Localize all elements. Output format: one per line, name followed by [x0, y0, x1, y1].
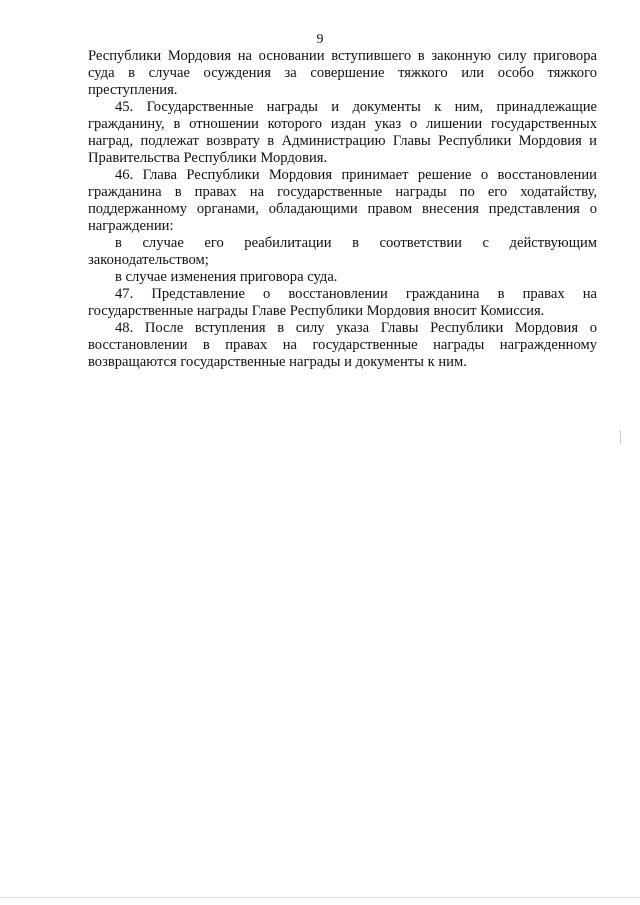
scan-artifact — [620, 430, 621, 444]
paragraph-46-item-rehabilitation: в случае его реабилитации в соответствии с действующим законодательством; — [88, 235, 597, 268]
paragraph-45: 45. Государственные награды и документы к ним, принадлежащие гражданину, в отношении которого издан указ о лишении государственных наград, подлежат возврату в Администрацию Главы Республики Мордовия и Правительства Республики Мордовия. — [88, 99, 597, 166]
paragraph-47: 47. Представление о восстановлении гражданина в правах на государственные награды Главе Республики Мордовия вносит Комиссия. — [88, 286, 597, 319]
body-text — [88, 48, 597, 371]
scan-artifact — [0, 897, 640, 898]
paragraph-46: 46. Глава Республики Мордовия принимает решение о восстановлении гражданина в правах на государственные награды по его ходатайству, поддержанному органами, обладающими правом внесения представления о награждении: — [88, 167, 597, 234]
paragraph-46-item-sentence-change: в случае изменения приговора суда. — [115, 269, 338, 285]
paragraph-48: 48. После вступления в силу указа Главы Республики Мордовия о восстановлении в правах на государственные награды награжденному возвращаются государственные награды и документы к ним. — [88, 320, 597, 370]
page-number: 9 — [316, 32, 324, 47]
paragraph-continuation: Республики Мордовия на основании вступившего в законную силу приговора суда в случае осуждения за совершение тяжкого или особо тяжкого преступления. — [88, 48, 597, 98]
